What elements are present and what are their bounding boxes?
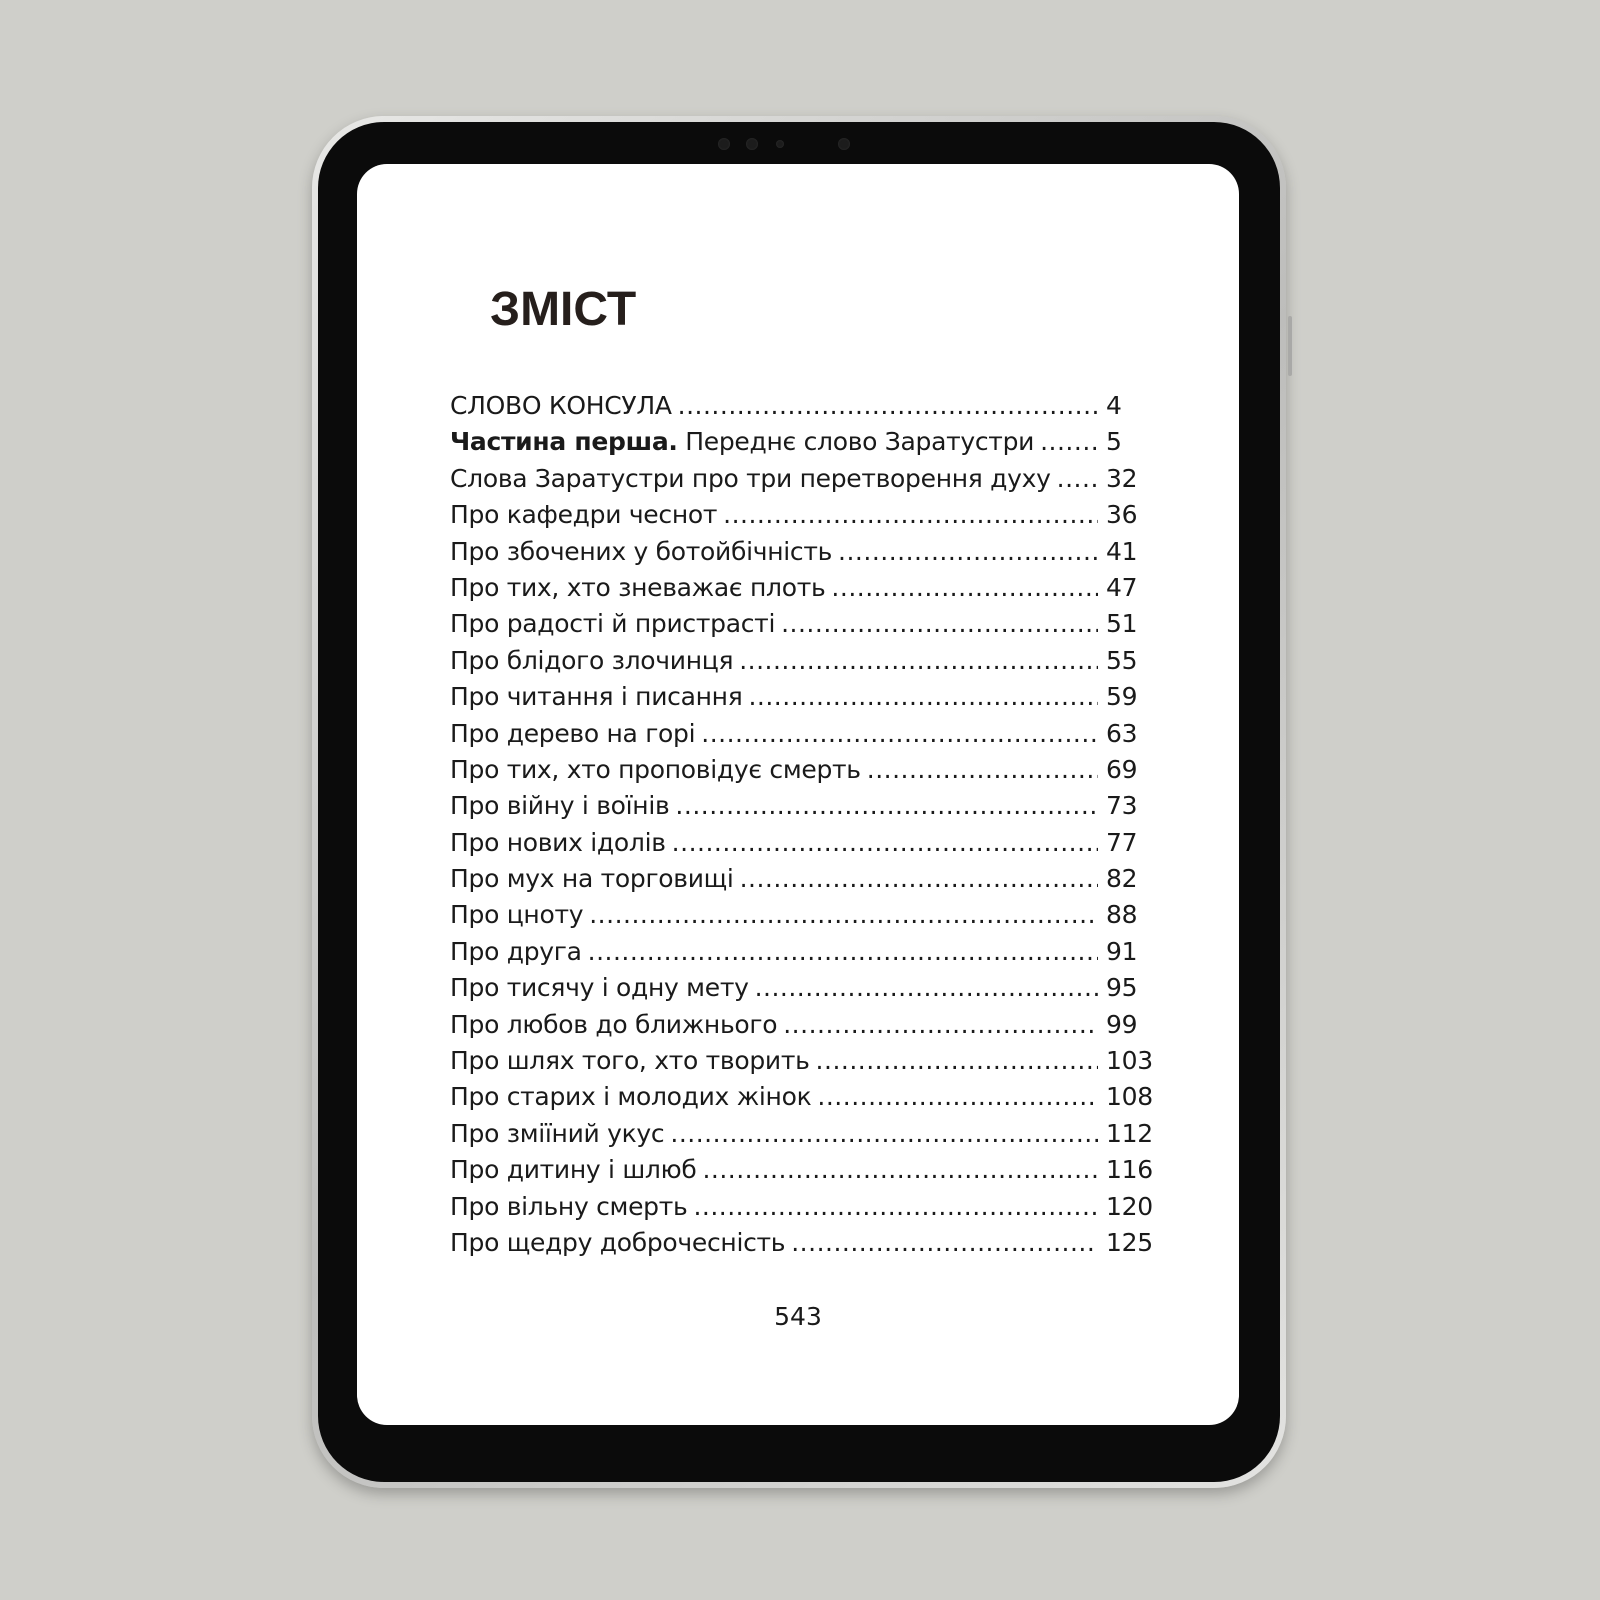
toc-entry-title [450,937,582,966]
toc-entry-page: 116 [1106,1155,1153,1185]
toc-entry[interactable] [450,1155,1158,1191]
toc-entry-text: Про тисячу і одну мету [450,973,749,1003]
toc-entry[interactable] [450,755,1158,791]
toc-entry-title [450,646,733,675]
sensor-dot [776,140,784,148]
toc-entry[interactable] [450,1192,1158,1228]
toc-entry[interactable] [450,1119,1158,1155]
toc-entry-title [450,500,717,529]
toc-entry-text: Про старих і молодих жінок [450,1082,812,1112]
toc-dot-leader [670,1119,1098,1148]
toc-entry-text: Про любов до ближнього [450,1009,778,1039]
toc-entry-text: Про дитину і шлюб [450,1155,697,1185]
toc-entry-page: 108 [1106,1082,1153,1112]
toc-entry-text: Про війну і воїнів [450,791,670,821]
toc-entry[interactable] [450,828,1158,864]
toc-dot-leader [693,1192,1098,1221]
toc-entry-text: Про шлях того, хто творить [450,1046,810,1076]
toc-entry-page: 55 [1106,645,1138,675]
toc-entry[interactable] [450,864,1158,900]
toc-entry-page: 99 [1106,1009,1138,1039]
toc-entry-title [450,1192,687,1221]
toc-entry[interactable] [450,427,1158,463]
toc-entry-page: 36 [1106,500,1138,530]
toc-dot-leader [675,791,1098,820]
toc-entry-text: Про блідого злочинця [450,645,734,675]
toc-entry-text: Про тих, хто проповідує смерть [450,754,861,784]
toc-entry-page: 59 [1106,682,1138,712]
toc-entry-title [450,900,583,929]
toc-entry-title [450,1010,777,1039]
toc-entry-text: Переднє слово Заратустри [677,427,1035,457]
toc-dot-leader [588,937,1098,966]
toc-entry-text: Про вільну смерть [450,1191,688,1221]
toc-entry-page: 32 [1106,463,1138,493]
ebook-page[interactable] [357,164,1239,1425]
toc-entry-text: Про кафедри чеснот [450,500,718,530]
toc-dot-leader [678,391,1098,420]
toc-entry[interactable] [450,646,1158,682]
page-number: 543 [774,1302,822,1331]
toc-entry-title [450,755,861,784]
toc-dot-leader [589,900,1098,929]
toc-entry[interactable] [450,1010,1158,1046]
toc-dot-leader [740,864,1098,893]
toc-entry-page: 103 [1106,1046,1153,1076]
toc-entry[interactable] [450,937,1158,973]
toc-entry-title [450,1082,811,1111]
toc-entry-page: 69 [1106,754,1138,784]
toc-entry-text: Про тих, хто зневажає плоть [450,572,826,602]
toc-entry[interactable] [450,1082,1158,1118]
toc-entry-text: Про читання і писання [450,682,743,712]
toc-entry-title [450,391,672,420]
toc-entry-title [450,1119,664,1148]
toc-entry-page: 112 [1106,1118,1153,1148]
toc-entry[interactable] [450,973,1158,1009]
toc-dot-leader [701,719,1098,748]
toc-dot-leader [702,1155,1098,1184]
toc-entry[interactable] [450,791,1158,827]
toc-dot-leader [791,1228,1098,1257]
toc-entry[interactable] [450,573,1158,609]
toc-entry-title [450,828,666,857]
toc-entry-title [450,464,1051,493]
toc-entry-page: 63 [1106,718,1138,748]
toc-entry[interactable] [450,464,1158,500]
toc-entry[interactable] [450,1228,1158,1264]
sensor-dot [718,138,730,150]
toc-entry-text: Про збочених у ботойбічність [450,536,833,566]
toc-entry-page: 41 [1106,536,1138,566]
toc-entry-title [450,427,1034,456]
toc-entry-page: 77 [1106,827,1138,857]
toc-dot-leader [817,1082,1098,1111]
toc-entry[interactable] [450,682,1158,718]
toc-entry-text: Про нових ідолів [450,827,666,857]
toc-entry-title [450,791,669,820]
toc-entry-page: 73 [1106,791,1138,821]
toc-entry-page: 51 [1106,609,1138,639]
toc-entry-page: 82 [1106,864,1138,894]
toc-entry-text: СЛОВО КОНСУЛА [450,391,672,420]
toc-entry-page: 125 [1106,1227,1153,1257]
toc-dot-leader [739,646,1098,675]
toc-entry-title [450,573,825,602]
toc-entry-text: Про щедру доброчесність [450,1227,786,1257]
sensor-dot [838,138,850,150]
toc-dot-leader [723,500,1098,529]
toc-dot-leader [755,973,1098,1002]
toc-entry-page: 5 [1106,427,1122,457]
toc-entry-page: 120 [1106,1191,1153,1221]
toc-entry-page: 4 [1106,391,1122,420]
toc-entry-page: 95 [1106,973,1138,1003]
toc-entry-text: Про мух на торговищі [450,864,734,894]
tablet-device [312,116,1286,1488]
toc-part-label: Частина перша. [450,427,678,457]
tablet-bezel [318,122,1280,1482]
toc-entry[interactable] [450,537,1158,573]
toc-entry-title [450,1155,696,1184]
toc-entry-page: 91 [1106,936,1138,966]
toc-dot-leader [831,573,1098,602]
toc-entry-text: Про цноту [450,900,584,930]
toc-entry-title [450,682,742,711]
toc-entry[interactable] [450,719,1158,755]
toc-dot-leader [748,682,1098,711]
toc-entry-title [450,1046,810,1075]
toc-entry-title [450,1228,785,1257]
toc-entry-text: Слова Заратустри про три перетворення духу [450,463,1051,493]
camera-icon [746,138,758,150]
toc-dot-leader [867,755,1098,784]
toc-dot-leader [783,1010,1098,1039]
toc-dot-leader [672,828,1098,857]
toc-entry[interactable] [450,609,1158,645]
toc-entry[interactable] [450,1046,1158,1082]
toc-entry[interactable] [450,500,1158,536]
toc-entry-text: Про дерево на горі [450,718,696,748]
toc-dot-leader [781,609,1098,638]
toc-entry-text: Про радості й пристрасті [450,609,776,639]
toc-dot-leader [838,537,1098,566]
side-button[interactable] [1288,316,1292,376]
toc-entry-title [450,973,749,1002]
toc-entry-text: Про зміїний укус [450,1118,665,1148]
toc-entry-title [450,719,695,748]
page-title: ЗМІСТ [490,283,637,336]
toc-entry-text: Про друга [450,936,582,966]
toc-entry-title [450,864,734,893]
toc-dot-leader [1057,464,1098,493]
toc-entry-title [450,609,775,638]
toc-entry-page: 47 [1106,572,1138,602]
toc-entry[interactable] [450,900,1158,936]
toc-dot-leader [1040,427,1098,456]
toc-entry-title [450,537,832,566]
toc-dot-leader [816,1046,1098,1075]
table-of-contents [450,391,1158,1264]
toc-entry-page: 88 [1106,900,1138,930]
toc-entry[interactable] [450,391,1158,427]
